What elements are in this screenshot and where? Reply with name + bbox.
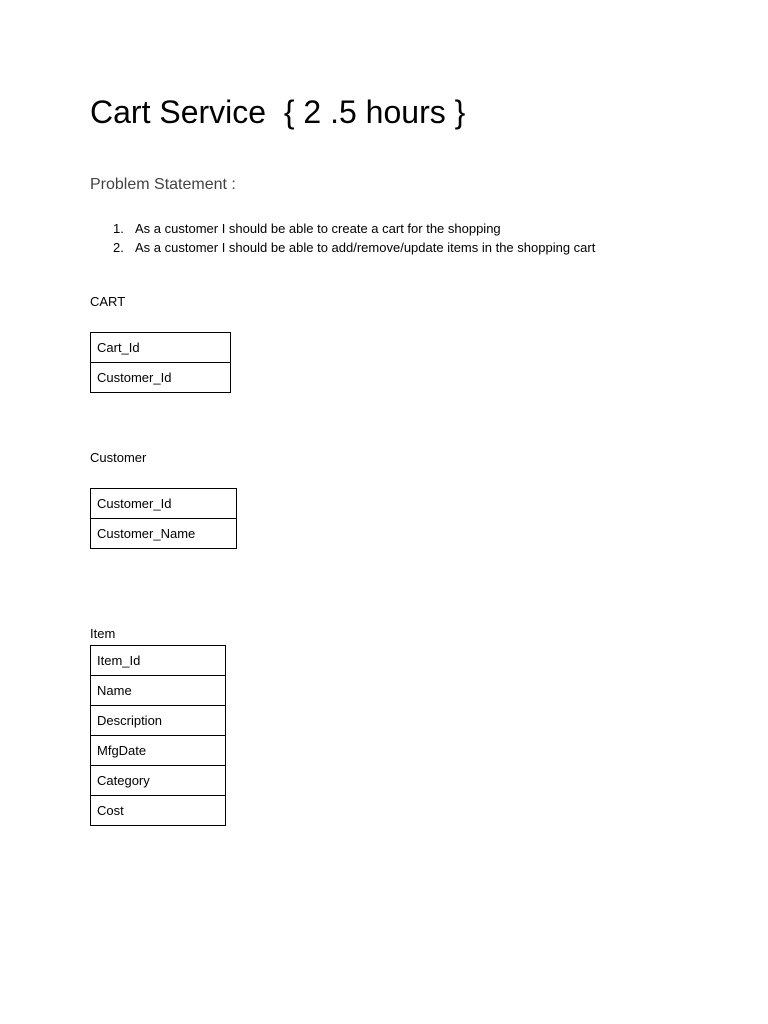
item-entity-label: Item (90, 626, 116, 641)
problem-statement-heading: Problem Statement : (90, 176, 236, 193)
field-cell: Customer_Id (91, 363, 231, 393)
field-cell: MfgDate (91, 736, 226, 766)
item-entity-table (90, 645, 226, 826)
list-item (90, 238, 595, 257)
table-row (91, 706, 226, 736)
list-item (90, 219, 595, 238)
table-row (91, 646, 226, 676)
field-cell: Item_Id (91, 646, 226, 676)
customer-entity-label: Customer (90, 450, 147, 465)
field-cell: Category (91, 766, 226, 796)
table-row (91, 766, 226, 796)
field-cell: Cart_Id (91, 333, 231, 363)
field-cell: Description (91, 706, 226, 736)
table-row (91, 519, 237, 549)
customer-entity-table (90, 488, 237, 549)
page-title: Cart Service { 2 .5 hours } (90, 94, 466, 130)
table-row (91, 333, 231, 363)
table-row (91, 676, 226, 706)
requirements-list (90, 219, 595, 257)
list-item-text: As a customer I should be able to add/remove/update items in the shopping cart (135, 240, 596, 255)
cart-entity-label: CART (90, 294, 126, 309)
field-cell: Cost (91, 796, 226, 826)
table-row (91, 363, 231, 393)
list-item-number: 2. (113, 240, 124, 255)
field-cell: Name (91, 676, 226, 706)
list-item-text: As a customer I should be able to create a cart for the shopping (135, 221, 501, 236)
list-item-number: 1. (113, 221, 124, 236)
field-cell: Customer_Name (91, 519, 237, 549)
cart-entity-table (90, 332, 231, 393)
table-row (91, 796, 226, 826)
table-row (91, 736, 226, 766)
field-cell: Customer_Id (91, 489, 237, 519)
table-row (91, 489, 237, 519)
